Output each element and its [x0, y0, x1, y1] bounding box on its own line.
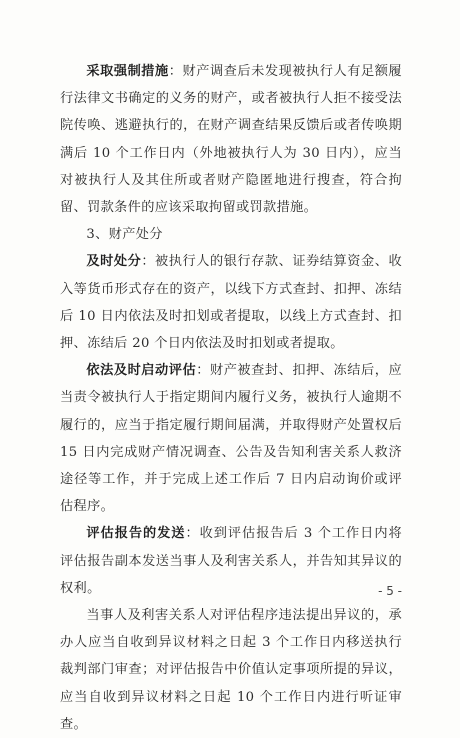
heading-colon: ：: [168, 64, 183, 79]
paragraph-report-delivery: [60, 520, 402, 602]
paragraph-text: 被执行人的银行存款、证券结算资金、收入等货币形式存在的资产，以线下方式查封、扣押、冻结后 10 日内依法及时扣划或者提取，以线上方式查封、扣押、冻结后 20 个日内依法及时扣划或者提取。: [60, 254, 402, 352]
heading-colon: ：: [196, 363, 210, 379]
heading-timely-disposal: 及时处分: [86, 254, 142, 270]
paragraph-text: 收到评估报告后 3 个工作日内将评估报告副本发送当事人及利害关系人，并告知其异议的权利。: [60, 526, 403, 596]
heading-colon: ：: [185, 526, 200, 542]
heading-coercive-measures: 采取强制措施: [86, 64, 169, 79]
paragraph-start-evaluation: [60, 357, 402, 520]
page-number: - 5 -: [378, 584, 402, 598]
paragraph-timely-disposal: [60, 248, 402, 357]
paragraph-coercive-measures: [60, 58, 402, 221]
heading-start-evaluation: 依法及时启动评估: [86, 363, 197, 379]
heading-report-delivery: 评估报告的发送: [86, 526, 186, 542]
paragraph-text: 财产调查后未发现被执行人有足额履行法律文书确定的义务的财产，或者被执行人拒不接受法院传唤、逃避执行的，在财产调查结果反馈后或者传唤期满后 10 个工作日内（外地被执行人为 30 日内），应当对被执行人及其住所或者财产隐匿地进行搜查，符合拘留、罚款条件的应该采取拘留或罚款措施。: [60, 64, 402, 216]
heading-colon: ：: [141, 254, 156, 270]
paragraph-objection-review: 当事人及利害关系人对评估程序违法提出异议的，承办人应当自收到异议材料之日起 3 个工作日内移送执行裁判部门审查；对评估报告中价值认定事项所提的异议，应当自收到异议材料之日起 10 个工作日内进行听证审查。: [60, 608, 402, 732]
paragraph-text: 财产被查封、扣押、冻结后，应当责令被执行人于指定期间内履行义务，被执行人逾期不履行的，应当于指定履行期间届满，并取得财产处置权后 15 日内完成财产情况调查、公告及告知利害关系人救济途径等工作，并于完成上述工作后 7 日内启动询价或评估程序。: [60, 363, 402, 515]
document-body: [60, 58, 402, 738]
section-heading-property-disposal: 3、财产处分: [86, 227, 163, 243]
